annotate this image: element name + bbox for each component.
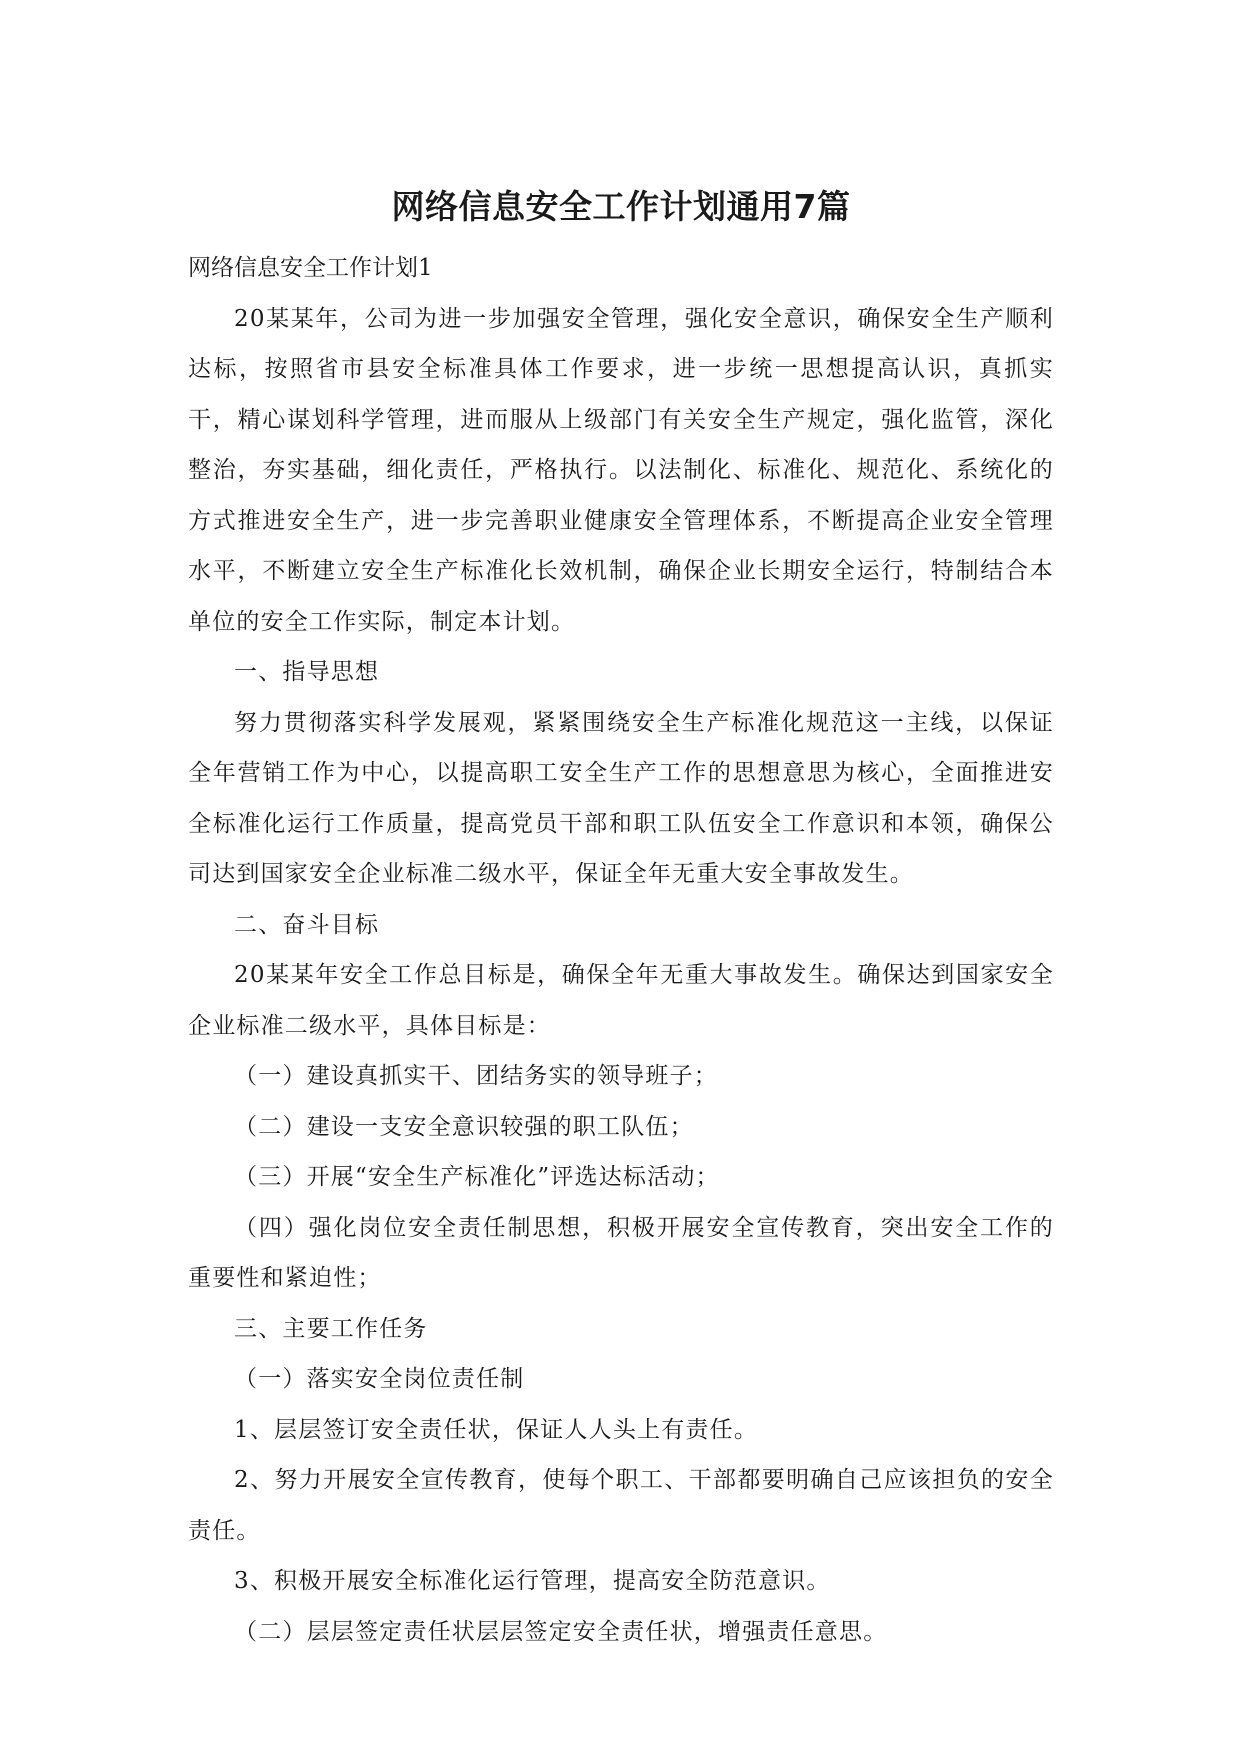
task-subheading-2: （二）层层签定责任状层层签定安全责任状，增强责任意思。: [234, 1618, 888, 1645]
section-heading-guiding-ideology: 一、指导思想: [234, 659, 380, 685]
goal-item-3: （三）开展“安全生产标准化”评选达标活动；: [234, 1164, 720, 1190]
paragraph-guiding-ideology: 努力贯彻落实科学发展观，紧紧围绕安全生产标准化规范这一主线，以保证全年营销工作为中心，以提高职工安全生产工作的思想意思为核心，全面推进安全标准化运行工作质量，提高党员干部和职工队伍安全工作意识和本领，确保公司达到国家安全企业标准二级水平，保证全年无重大安全事故发生。: [188, 709, 1054, 887]
section-heading-goals: 二、奋斗目标: [234, 911, 380, 938]
goal-item-4: （四）强化岗位安全责任制思想，积极开展安全宣传教育，突出安全工作的重要性和紧迫性；: [188, 1214, 1054, 1291]
paragraph-intro: 20某某年，公司为进一步加强安全管理，强化安全意识，确保安全生产顺利达标，按照省市县安全标准具体工作要求，进一步统一思想提高认识，真抓实干，精心谋划科学管理，进而服从上级部门有关安全生产规定，强化监管，深化整治，夯实基础，细化责任，严格执行。以法制化、标准化、规范化、系统化的方式推进安全生产，进一步完善职业健康安全管理体系，不断提高企业安全管理水平，不断建立安全生产标准化长效机制，确保企业长期安全运行，特制结合本单位的安全工作实际，制定本计划。: [188, 305, 1054, 635]
task-subheading-1: （一）落实安全岗位责任制: [234, 1366, 525, 1392]
paragraph-goals: 20某某年安全工作总目标是，确保全年无重大事故发生。确保达到国家安全企业标准二级水平，具体目标是：: [188, 962, 1054, 1039]
goal-item-2: （二）建设一支安全意识较强的职工队伍；: [234, 1113, 694, 1140]
goal-item-1: （一）建设真抓实干、团结务实的领导班子；: [234, 1063, 718, 1089]
task-item-3: 3、积极开展安全标准化运行管理，提高安全防范意识。: [234, 1568, 831, 1594]
document-title: 网络信息安全工作计划通用7篇: [391, 187, 851, 226]
document-subtitle: 网络信息安全工作计划1: [188, 255, 433, 281]
task-item-2: 2、努力开展安全宣传教育，使每个职工、干部都要明确自己应该担负的安全责任。: [188, 1467, 1054, 1544]
section-heading-main-tasks: 三、主要工作任务: [234, 1315, 428, 1342]
document-page: [188, 185, 1054, 1657]
task-item-1: 1、层层签订安全责任状，保证人人头上有责任。: [234, 1416, 759, 1443]
